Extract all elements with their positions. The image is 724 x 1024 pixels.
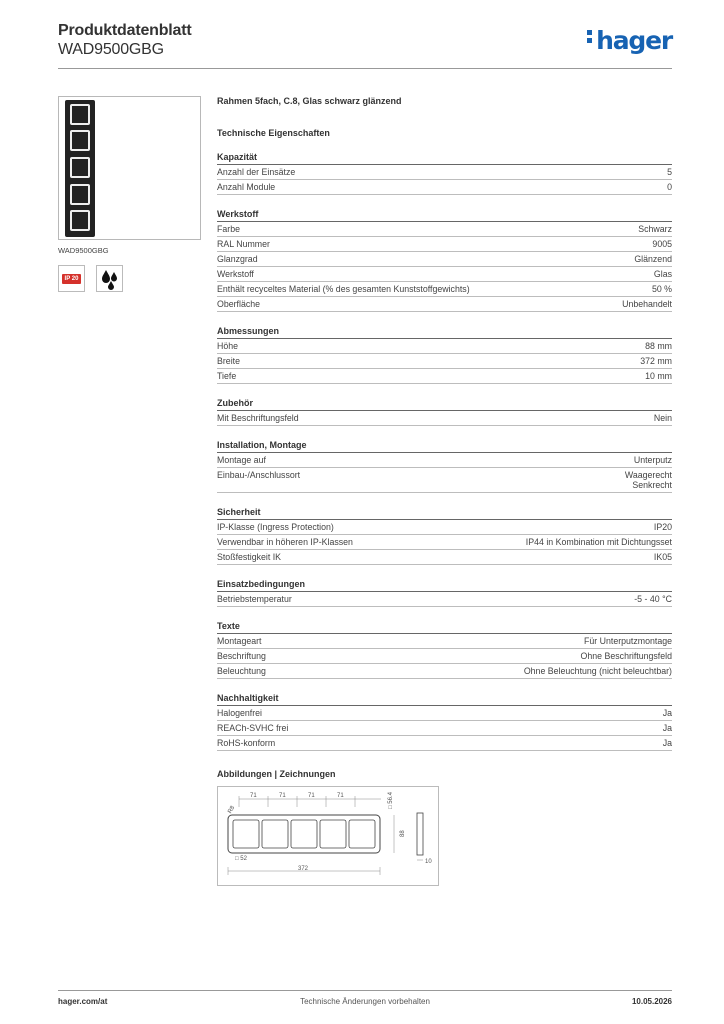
section-title: Zubehör bbox=[217, 398, 672, 411]
property-value: 9005 bbox=[652, 239, 672, 249]
property-label: Halogenfrei bbox=[217, 708, 262, 718]
technical-drawing bbox=[217, 786, 439, 886]
property-row bbox=[217, 592, 672, 607]
section-title: Sicherheit bbox=[217, 507, 672, 520]
property-row bbox=[217, 282, 672, 297]
property-row bbox=[217, 339, 672, 354]
footer-website-link[interactable]: hager.com/at bbox=[58, 997, 108, 1006]
property-row bbox=[217, 520, 672, 535]
section-title: Abmessungen bbox=[217, 326, 672, 339]
property-row bbox=[217, 237, 672, 252]
property-value: 10 mm bbox=[645, 371, 672, 381]
property-value: Ja bbox=[662, 708, 672, 718]
section bbox=[217, 621, 672, 679]
section bbox=[217, 507, 672, 565]
dim-inner: □ 52 bbox=[235, 856, 247, 862]
property-label: Mit Beschriftungsfeld bbox=[217, 413, 299, 423]
property-row bbox=[217, 721, 672, 736]
property-row bbox=[217, 535, 672, 550]
property-value: Ja bbox=[662, 723, 672, 733]
property-value: IP44 in Kombination mit Dichtungsset bbox=[525, 537, 672, 547]
property-value: Für Unterputzmontage bbox=[583, 636, 672, 646]
property-row bbox=[217, 468, 672, 493]
property-label: Höhe bbox=[217, 341, 239, 351]
section-title: Texte bbox=[217, 621, 672, 634]
dim-pitch-1: 71 bbox=[250, 793, 257, 799]
property-value: IK05 bbox=[653, 552, 672, 562]
property-label: Anzahl der Einsätze bbox=[217, 167, 296, 177]
property-label: REACh-SVHC frei bbox=[217, 723, 289, 733]
property-label: Stoßfestigkeit IK bbox=[217, 552, 282, 562]
frame-5fach-graphic bbox=[65, 100, 95, 237]
section bbox=[217, 152, 672, 195]
property-value: 50 % bbox=[651, 284, 672, 294]
property-value: Schwarz bbox=[638, 224, 672, 234]
property-label: Verwendbar in höheren IP-Klassen bbox=[217, 537, 353, 547]
figures-title: Abbildungen | Zeichnungen bbox=[217, 769, 336, 779]
property-value: Glänzend bbox=[634, 254, 672, 264]
dim-pitch-2: 71 bbox=[279, 793, 286, 799]
property-label: Werkstoff bbox=[217, 269, 254, 279]
property-row bbox=[217, 165, 672, 180]
property-value: Ja bbox=[662, 738, 672, 748]
feature-icons bbox=[58, 265, 201, 292]
footer-disclaimer: Technische Änderungen vorbehalten bbox=[300, 997, 430, 1006]
property-label: RAL Nummer bbox=[217, 239, 270, 249]
property-label: Beleuchtung bbox=[217, 666, 266, 676]
property-row bbox=[217, 267, 672, 282]
property-value: Glas bbox=[653, 269, 672, 279]
section-title: Nachhaltigkeit bbox=[217, 693, 672, 706]
section-title: Werkstoff bbox=[217, 209, 672, 222]
article-number: WAD9500GBG bbox=[58, 246, 109, 255]
property-label: Beschriftung bbox=[217, 651, 266, 661]
section-title: Kapazität bbox=[217, 152, 672, 165]
property-row bbox=[217, 411, 672, 426]
property-row bbox=[217, 664, 672, 679]
property-label: RoHS-konform bbox=[217, 738, 276, 748]
property-row bbox=[217, 222, 672, 237]
logo-dots-icon bbox=[587, 30, 593, 46]
property-row bbox=[217, 252, 672, 267]
product-description: Rahmen 5fach, C.8, Glas schwarz glänzend bbox=[217, 96, 402, 106]
property-value: Unterputz bbox=[633, 455, 672, 465]
main-content bbox=[217, 96, 672, 886]
section bbox=[217, 579, 672, 607]
property-label: Glanzgrad bbox=[217, 254, 258, 264]
section bbox=[217, 693, 672, 751]
tech-properties-heading: Technische Eigenschaften bbox=[217, 128, 330, 138]
property-row bbox=[217, 649, 672, 664]
properties-sections bbox=[217, 152, 672, 751]
property-label: Oberfläche bbox=[217, 299, 261, 309]
property-row bbox=[217, 180, 672, 195]
dim-pitch-3: 71 bbox=[308, 793, 315, 799]
dim-top: □ 56.4 bbox=[388, 792, 394, 809]
property-row bbox=[217, 453, 672, 468]
property-row bbox=[217, 634, 672, 649]
property-row bbox=[217, 369, 672, 384]
property-label: Einbau-/Anschlussort bbox=[217, 470, 301, 480]
document-title: Produktdatenblatt bbox=[58, 22, 192, 39]
section bbox=[217, 209, 672, 312]
property-value: -5 - 40 °C bbox=[634, 594, 672, 604]
property-label: Enthält recyceltes Material (% des gesamten Kunststoffgewichts) bbox=[217, 284, 470, 294]
property-value: 5 bbox=[667, 167, 672, 177]
header-divider bbox=[58, 68, 672, 69]
property-value: 88 mm bbox=[645, 341, 672, 351]
property-value: Ohne Beleuchtung (nicht beleuchtbar) bbox=[523, 666, 672, 676]
property-row bbox=[217, 736, 672, 751]
document-subtitle: WAD9500GBG bbox=[58, 41, 164, 58]
dim-pitch-4: 71 bbox=[337, 793, 344, 799]
property-label: Betriebstemperatur bbox=[217, 594, 292, 604]
property-label: IP-Klasse (Ingress Protection) bbox=[217, 522, 334, 532]
dim-corner: R8 bbox=[227, 805, 237, 815]
property-row bbox=[217, 297, 672, 312]
property-value: 0 bbox=[667, 182, 672, 192]
hager-logo bbox=[587, 26, 672, 55]
property-label: Montageart bbox=[217, 636, 262, 646]
property-row bbox=[217, 706, 672, 721]
section bbox=[217, 326, 672, 384]
footer-date: 10.05.2026 bbox=[631, 997, 672, 1006]
property-label: Farbe bbox=[217, 224, 240, 234]
water-drops-icon bbox=[96, 265, 123, 292]
section-title: Einsatzbedingungen bbox=[217, 579, 672, 592]
property-value: 372 mm bbox=[640, 356, 672, 366]
ip-badge: IP 20 bbox=[62, 274, 81, 284]
dim-depth: 10 bbox=[425, 859, 432, 865]
property-row bbox=[217, 550, 672, 565]
left-column bbox=[58, 96, 201, 292]
property-row bbox=[217, 354, 672, 369]
footer-divider bbox=[58, 990, 672, 991]
property-value: Nein bbox=[653, 413, 672, 423]
section-title: Installation, Montage bbox=[217, 440, 672, 453]
property-value: Unbehandelt bbox=[622, 299, 672, 309]
section bbox=[217, 440, 672, 493]
section bbox=[217, 398, 672, 426]
property-value: Waagerecht Senkrecht bbox=[624, 470, 672, 490]
property-value: IP20 bbox=[653, 522, 672, 532]
page-header bbox=[58, 22, 672, 70]
dim-width: 372 bbox=[298, 866, 309, 872]
property-value: Ohne Beschriftungsfeld bbox=[580, 651, 672, 661]
dim-height: 88 bbox=[400, 830, 406, 837]
logo-text: hager bbox=[596, 26, 672, 55]
property-label: Tiefe bbox=[217, 371, 237, 381]
figures-section bbox=[217, 769, 672, 886]
ip-rating-icon bbox=[58, 265, 85, 292]
property-label: Anzahl Module bbox=[217, 182, 276, 192]
product-image bbox=[58, 96, 201, 240]
property-label: Breite bbox=[217, 356, 240, 366]
property-label: Montage auf bbox=[217, 455, 266, 465]
